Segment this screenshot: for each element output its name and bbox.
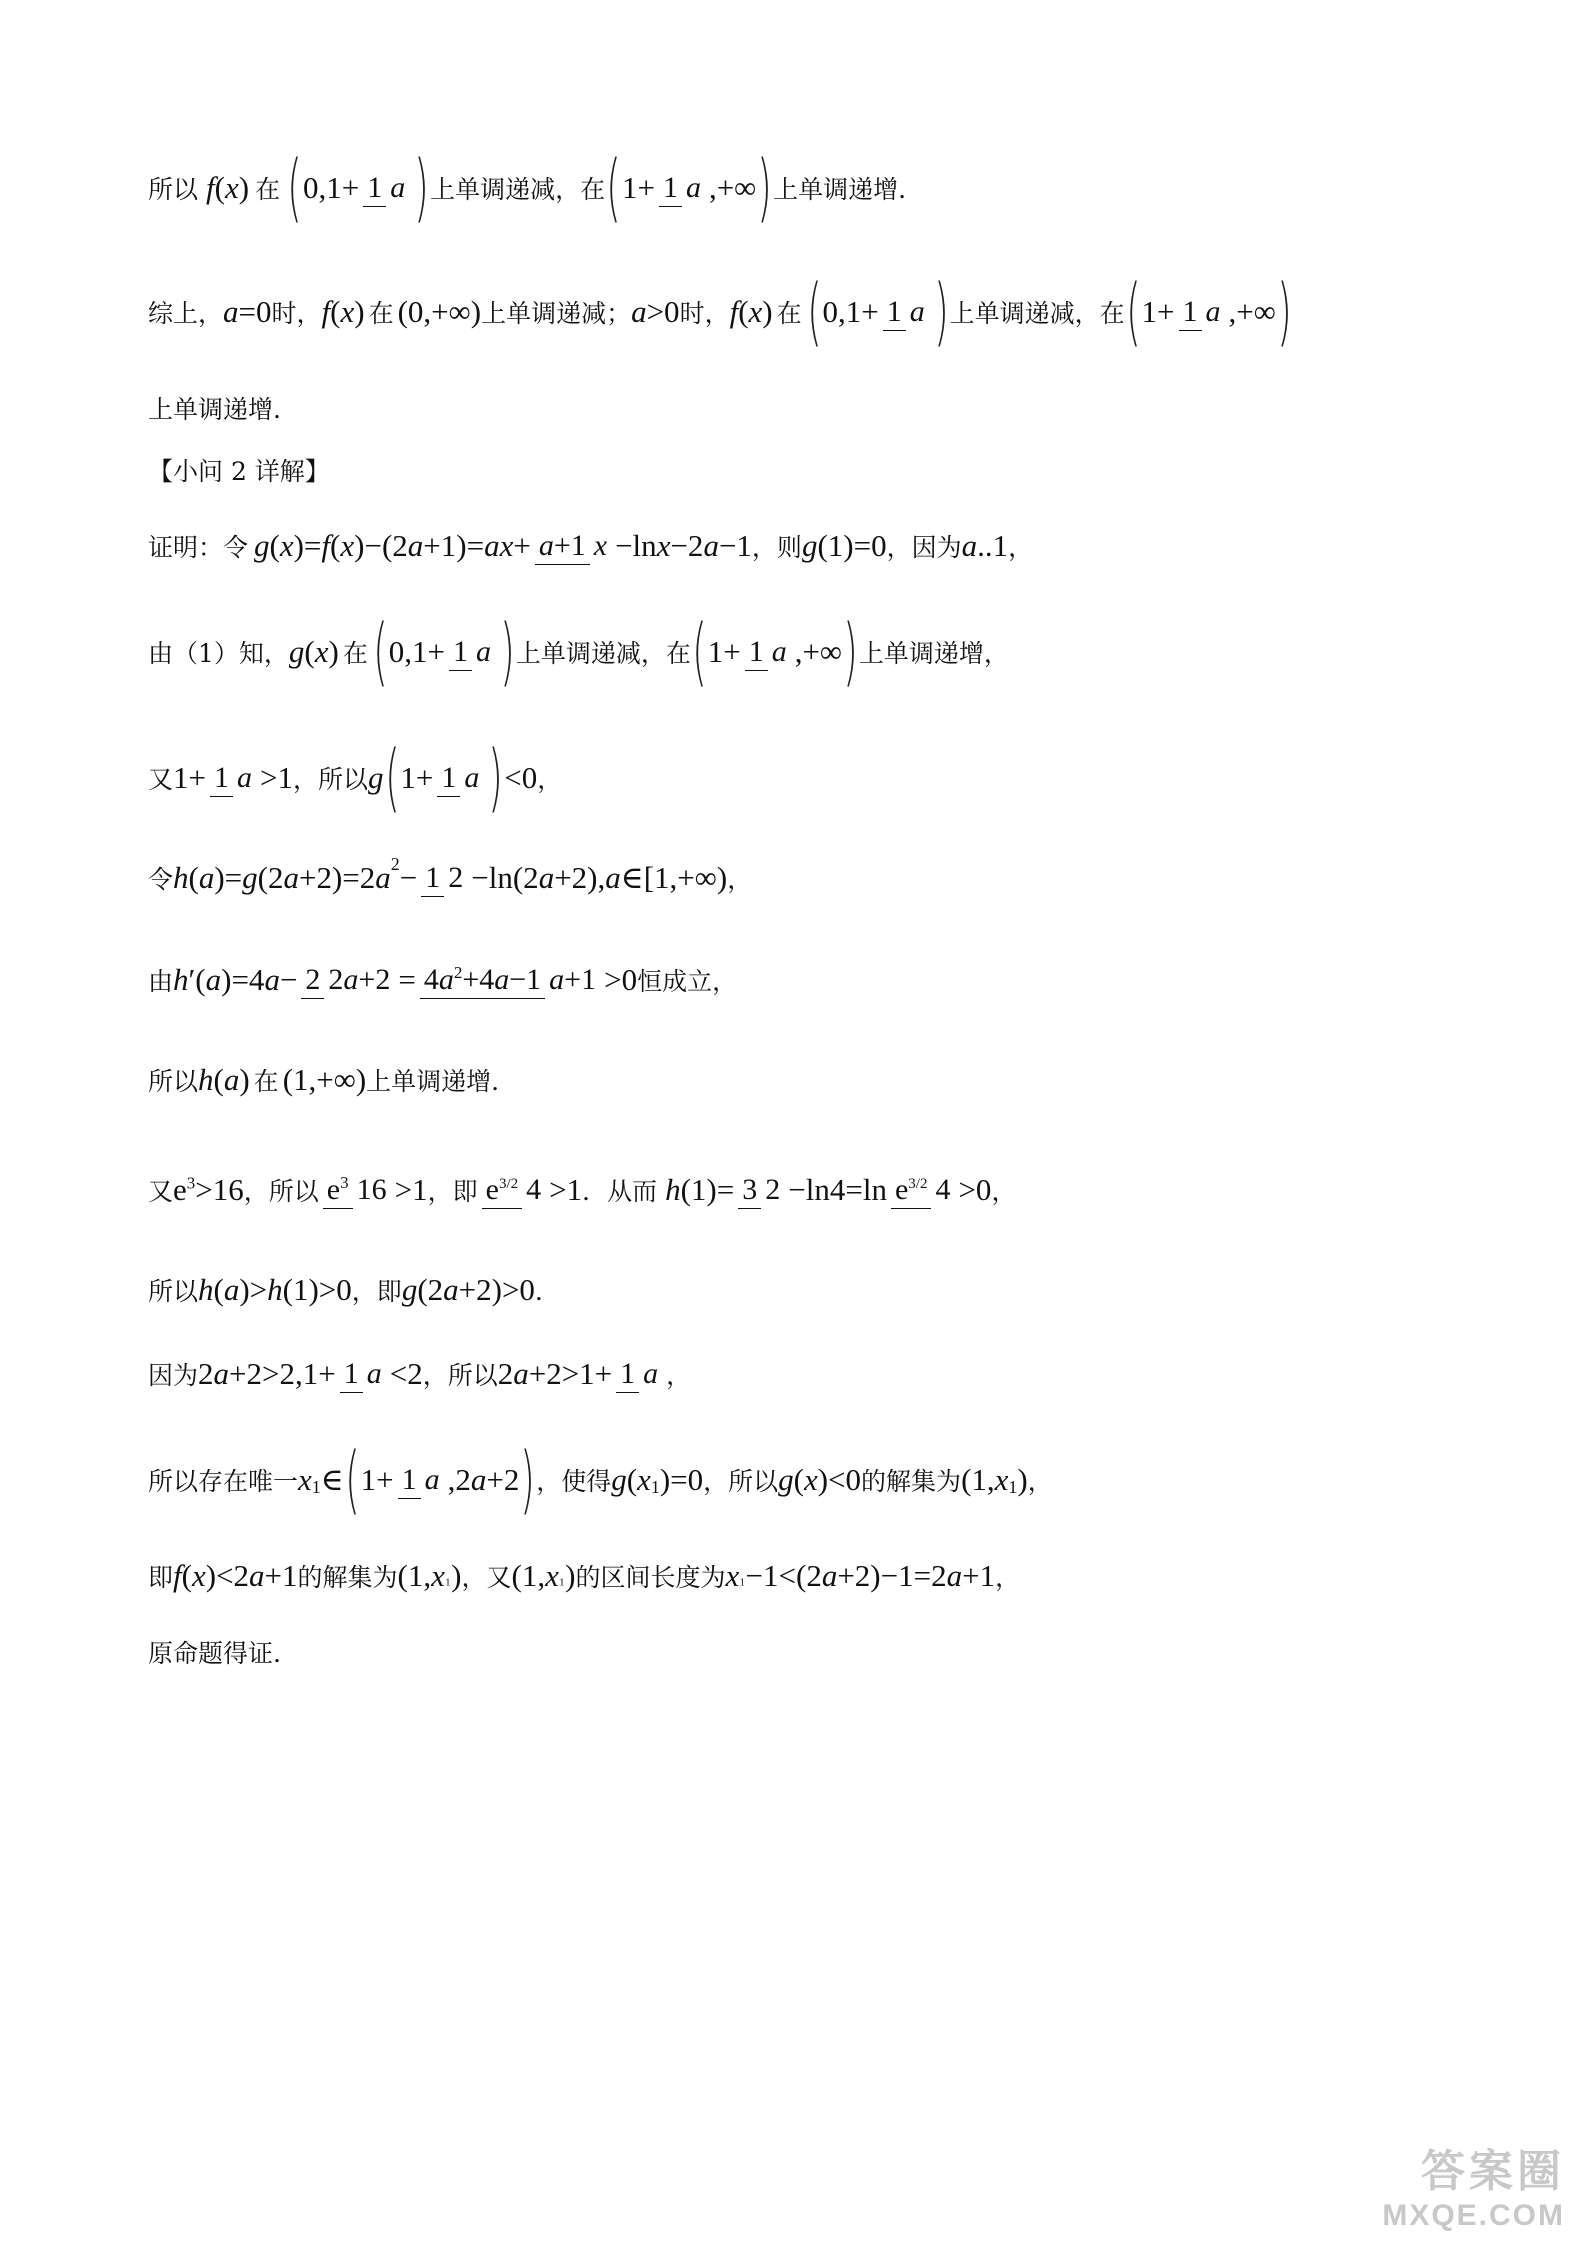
text-line-1: 所以 f ( x ) 在 ( 0,1+ 1 a ) 上单调递减，在 ( 1+ 1 a ,+∞ ) 上单调递增. [148,145,907,231]
text-line-11: 又 $e^3>16$ ，所以 $e^3$ 16 >1 ，即 $e^{3/2}$ 4 >1 ．从而 h (1)= 3 2 −ln4=ln $e^{3/2}$ 4 >0 ， [148,1172,1017,1207]
text-line-2: 综上， a =0 时， f ( x ) 在 (0,+∞) 上单调递减； a >0 时， f ( x ) 在 ( 0,1+ 1 a ) 上单调递减，在 ( 1+ 1 a ,+∞ ) [148,269,1292,355]
text-line-9: 由 h ′( a )=4 a − 2 2a+2 = $4a^2+4a-1$ a+1 >0 恒成立， [148,962,738,997]
text-line-8: 令 h ( a )= g (2 a +2)=2 a 2 − 1 2 −ln(2 a +2), a ∈[1,+∞) ， [148,854,753,895]
text-line-10: 所以 h ( a ) 在 (1,+∞) 上单调递增. [148,1062,500,1097]
watermark-logo [1382,2135,1565,2233]
text-line-14: 所以存在唯一 x 1 ∈ ( 1+ 1 a ,2 a +2 ) ，使得 g ( x 1 )=0 ，所以 g ( x )<0 的解集为 (1, x 1 ) ， [148,1437,1053,1523]
watermark-domain: MXQE.COM [1382,2199,1565,2232]
text-line-15: 即 f ( x )<2 a +1 的解集为 (1, x ₁ ) ，又 (1, x ₁ ) 的区间长度为 x ₁ −1<(2 a +2)−1=2 a +1 ， [148,1558,1021,1593]
text-line-6: 由（1）知， g ( x ) 在 ( 0,1+ 1 a ) 上单调递减，在 ( 1+ 1 a ,+∞ ) 上单调递增， [148,609,1009,695]
text-line-16: 原命题得证. [148,1639,281,1668]
section-heading: 【小问 2 详解】 [148,457,330,486]
watermark-text: 答案圈 [1421,2147,1565,2196]
text-line-7: 又 1+ 1 a >1 ，所以 g ( 1+ 1 a ) <0 ， [148,735,563,821]
text-line-13: 因为 2 a +2>2,1+ 1 a <2 ，所以 2 a +2>1+ 1 a ， [148,1356,692,1391]
text-line-5: 证明：令 g ( x )= f ( x )−(2 a +1)= ax + a+1 x −ln x −2 a −1 ，则 g (1)=0 ，因为 a ..1 ， [148,528,1034,563]
text-line-12: 所以 h ( a )> h (1)>0 ，即 g (2 a +2)>0 ． [148,1272,560,1307]
text-line-3: 上单调递增. [148,395,281,424]
